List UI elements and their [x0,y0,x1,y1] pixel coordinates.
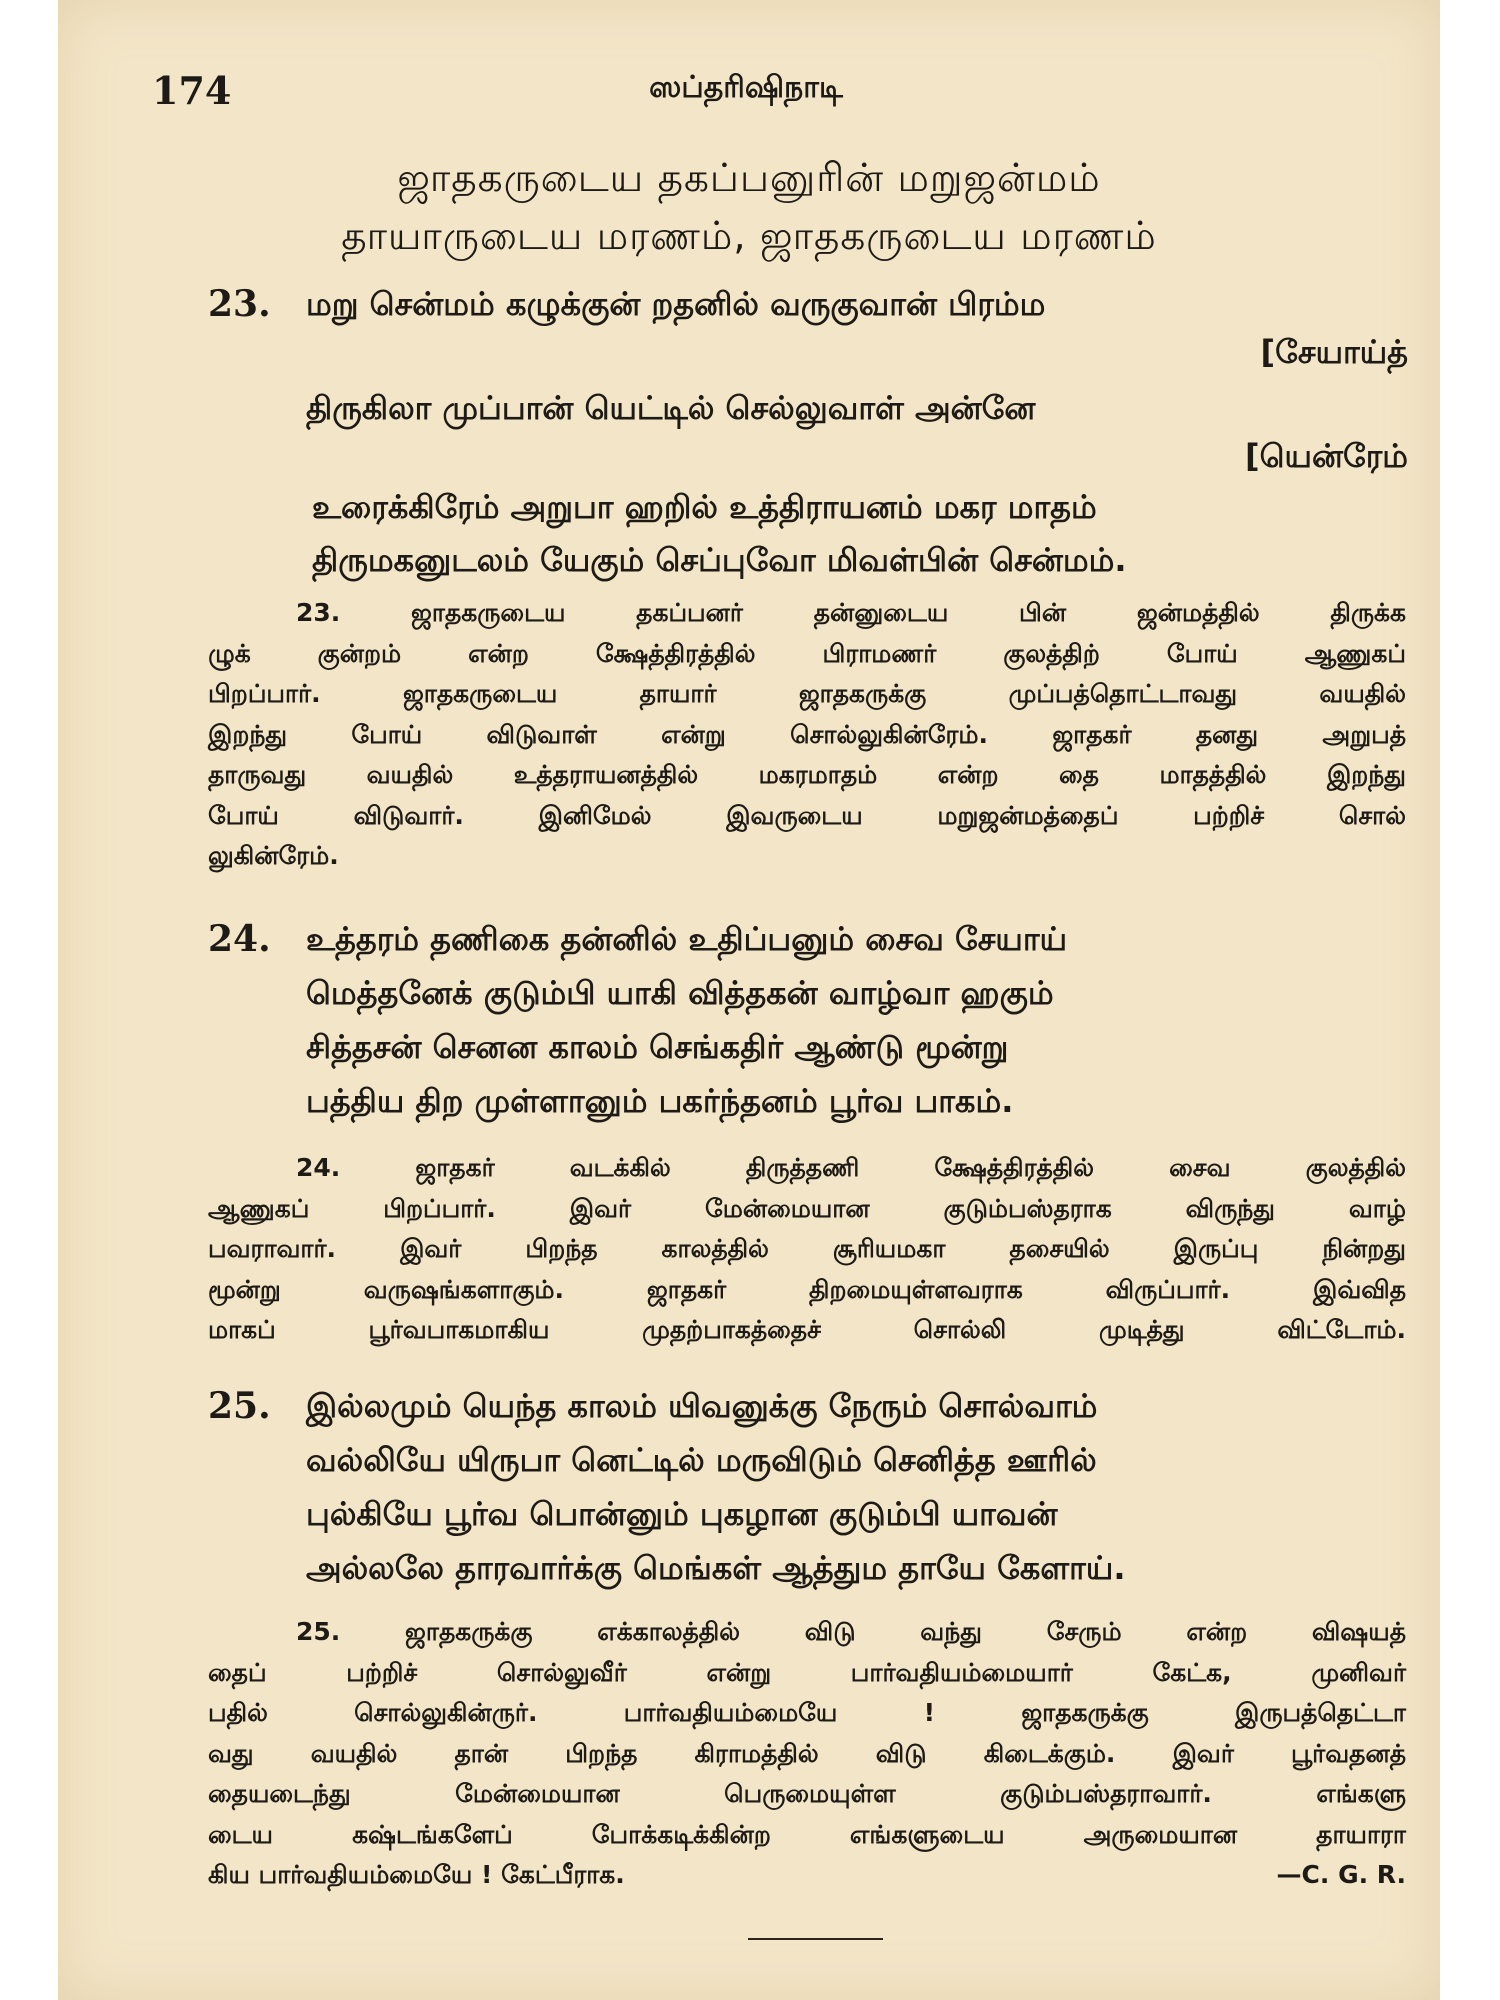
end-rule [748,1938,883,1940]
verse-line: மெத்தனேக் குடும்பி யாகி வித்தகன் வாழ்வா ஹகும் [306,974,1054,1012]
commentary-line: இறந்து போய் விடுவாள் என்று சொல்லுகின்ரேம். ஜாதகர் தனது அறுபத் [208,719,1406,749]
verse-line: பத்திய திற முள்ளானும் பகர்ந்தனம் பூர்வ பாகம். [306,1082,1014,1120]
commentary-line: மாகப் பூர்வபாகமாகிய முதற்பாகத்தைச் சொல்லி முடித்து விட்டோம். [208,1315,1406,1344]
commentary-line: மூன்று வருஷங்களாகும். ஜாதகர் திறமையுள்ளவராக விருப்பார். இவ்வித [208,1274,1406,1304]
verse-line: உத்தரம் தணிகை தன்னில் உதிப்பனும் சைவ சேயாய் [306,920,1068,958]
commentary-25 [208,1612,1406,1896]
commentary-line: 24. ஜாதகர் வடக்கில் திருத்தணி க்ஷேத்திரத்தில் சைவ குலத்தில் [296,1153,1406,1182]
commentary-line: பவராவார். இவர் பிறந்த காலத்தில் சூரியமகா தசையில் இருப்பு நின்றது [208,1234,1406,1263]
verse-24 [208,918,1408,1128]
verse-line-continuation: [சேயாய்த் [1260,333,1408,371]
chapter-title-line: ஜாதகருடைய தகப்பனுரின் மறுஜன்மம் [397,156,1101,201]
commentary-24 [208,1148,1406,1351]
commentary-line: தையடைந்து மேன்மையான பெருமையுள்ள குடும்பஸ்தராவார். எங்களு [208,1779,1406,1808]
commentary-line: வது வயதில் தான் பிறந்த கிராமத்தில் விடு கிடைக்கும். இவர் பூர்வதனத் [208,1738,1406,1768]
page-header [152,68,1340,118]
commentary-line: ஆணுகப் பிறப்பார். இவர் மேன்மையான குடும்பஸ்தராக விருந்து வாழ் [208,1193,1406,1223]
verse-line: உரைக்கிரேம் அறுபா ஹறில் உத்திராயனம் மகர மாதம் [312,488,1097,526]
commentary-line: தைப் பற்றிச் சொல்லுவீர் என்று பார்வதியம்மையார் கேட்க, முனிவர் [208,1657,1406,1687]
running-title: ஸப்தரிஷிநாடி [649,70,843,105]
commentary-last-text: கிய பார்வதியம்மையே ! கேட்பீராக. [208,1860,625,1889]
verse-number: 24. [208,918,271,960]
commentary-line [208,1855,1406,1896]
chapter-title-line: தாயாருடைய மரணம், ஜாதகருடைய மரணம் [341,214,1157,259]
commentary-line: தாருவது வயதில் உத்தராயனத்தில் மகரமாதம் என்ற தை மாதத்தில் இறந்து [208,760,1406,789]
signature: —C. G. R. [1276,1860,1406,1889]
commentary-line: பதில் சொல்லுகின்ருர். பார்வதியம்மையே ! ஜாதகருக்கு இருபத்தெட்டா [208,1698,1406,1727]
commentary-line: பிறப்பார். ஜாதகருடைய தாயார் ஜாதகருக்கு முப்பத்தொட்டாவது வயதில் [208,679,1406,708]
commentary-line: போய் விடுவார். இனிமேல் இவருடைய மறுஜன்மத்தைப் பற்றிச் சொல் [208,800,1406,830]
chapter-title [58,150,1440,266]
verse-23 [208,283,1408,579]
verse-line: புல்கியே பூர்வ பொன்னும் புகழான குடும்பி யாவன் [306,1495,1058,1533]
book-page [58,0,1440,2000]
verse-line: திருகிலா முப்பான் யெட்டில் செல்லுவாள் அன்னே [306,389,1036,427]
commentary-line: லுகின்ரேம். [208,841,339,870]
commentary-line: ழுக் குன்றம் என்ற க்ஷேத்திரத்தில் பிராமணர் குலத்திற் போய் ஆணுகப் [208,638,1406,668]
page-number: 174 [152,68,232,113]
commentary-line: டைய கஷ்டங்களேப் போக்கடிக்கின்ற எங்களுடைய அருமையான தாயாரா [208,1819,1406,1849]
verse-line: இல்லமும் யெந்த காலம் யிவனுக்கு நேரும் சொல்வாம் [306,1387,1098,1425]
verse-line-continuation: [யென்ரேம் [1245,437,1408,475]
verse-line: மறு சென்மம் கழுக்குன் றதனில் வருகுவான் பிரம்ம [306,285,1046,323]
verse-line: சித்தசன் செனன காலம் செங்கதிர் ஆண்டு மூன்று [306,1028,1009,1066]
verse-line: அல்லலே தாரவார்க்கு மெங்கள் ஆத்தும தாயே கேளாய். [306,1549,1126,1587]
verse-line: திருமகனுடலம் யேகும் செப்புவோ மிவள்பின் சென்மம். [312,541,1127,579]
verse-line: வல்லியே யிருபா னெட்டில் மருவிடும் செனித்த ஊரில் [306,1441,1097,1479]
verse-number: 25. [208,1385,271,1427]
commentary-line: 25. ஜாதகருக்கு எக்காலத்தில் விடு வந்து சேரும் என்ற விஷயத் [296,1617,1406,1646]
commentary-line: 23. ஜாதகருடைய தகப்பனர் தன்னுடைய பின் ஜன்மத்தில் திருக்க [296,598,1406,627]
verse-number: 23. [208,283,271,325]
verse-25 [208,1385,1408,1600]
commentary-23 [208,593,1406,877]
